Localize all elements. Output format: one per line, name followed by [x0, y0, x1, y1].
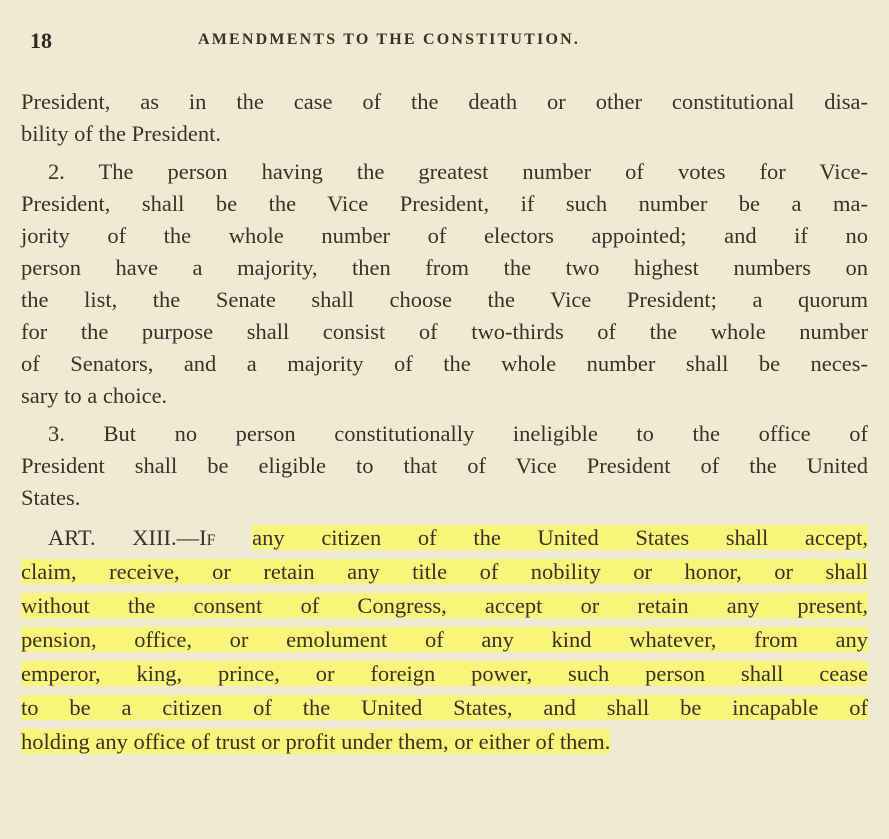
text-line: sary to a choice.	[21, 383, 168, 408]
highlighted-text: holding any office of trust or profit under them, or either of them.	[21, 729, 611, 754]
text-line	[21, 694, 868, 722]
text-line: President, as in the case of the death or other constitutional disa-	[21, 89, 868, 114]
highlighted-text: to be a citizen of the United States, and shall be incapable of	[21, 695, 868, 720]
text-line	[21, 558, 868, 586]
article-label: ART. XIII.—If	[48, 525, 216, 550]
article-first-line	[48, 524, 868, 552]
text-line: bility of the President.	[21, 121, 221, 146]
text-line: of Senators, and a majority of the whole number shall be neces-	[21, 351, 868, 376]
text-line: 3. But no person constitutionally ineligible to the office of	[48, 421, 868, 446]
text-line: for the purpose shall consist of two-thirds of the whole number	[21, 319, 868, 344]
highlighted-text: any citizen of the United States shall accept,	[252, 525, 868, 550]
text-line	[21, 626, 868, 654]
text-line	[21, 728, 868, 756]
text-line	[21, 660, 868, 688]
page-number: 18	[30, 28, 52, 53]
text-line: States.	[21, 485, 81, 510]
text-line: President, shall be the Vice President, if such number be a ma-	[21, 191, 868, 216]
text-line: President shall be eligible to that of Vice President of the United	[21, 453, 868, 478]
highlighted-text: emperor, king, prince, or foreign power, such person shall cease	[21, 661, 868, 686]
page-header	[0, 28, 889, 58]
text-line: jority of the whole number of electors appointed; and if no	[21, 223, 868, 248]
highlighted-text: without the consent of Congress, accept or retain any present,	[21, 593, 868, 618]
running-head: AMENDMENTS TO THE CONSTITUTION.	[198, 31, 581, 48]
text-line: person have a majority, then from the two highest numbers on	[21, 255, 868, 280]
text-line	[21, 592, 868, 620]
text-line: 2. The person having the greatest number of votes for Vice-	[48, 159, 868, 184]
highlighted-text: pension, office, or emolument of any kind whatever, from any	[21, 627, 868, 652]
highlighted-text: claim, receive, or retain any title of nobility or honor, or shall	[21, 559, 868, 584]
text-line: the list, the Senate shall choose the Vice President; a quorum	[21, 287, 868, 312]
